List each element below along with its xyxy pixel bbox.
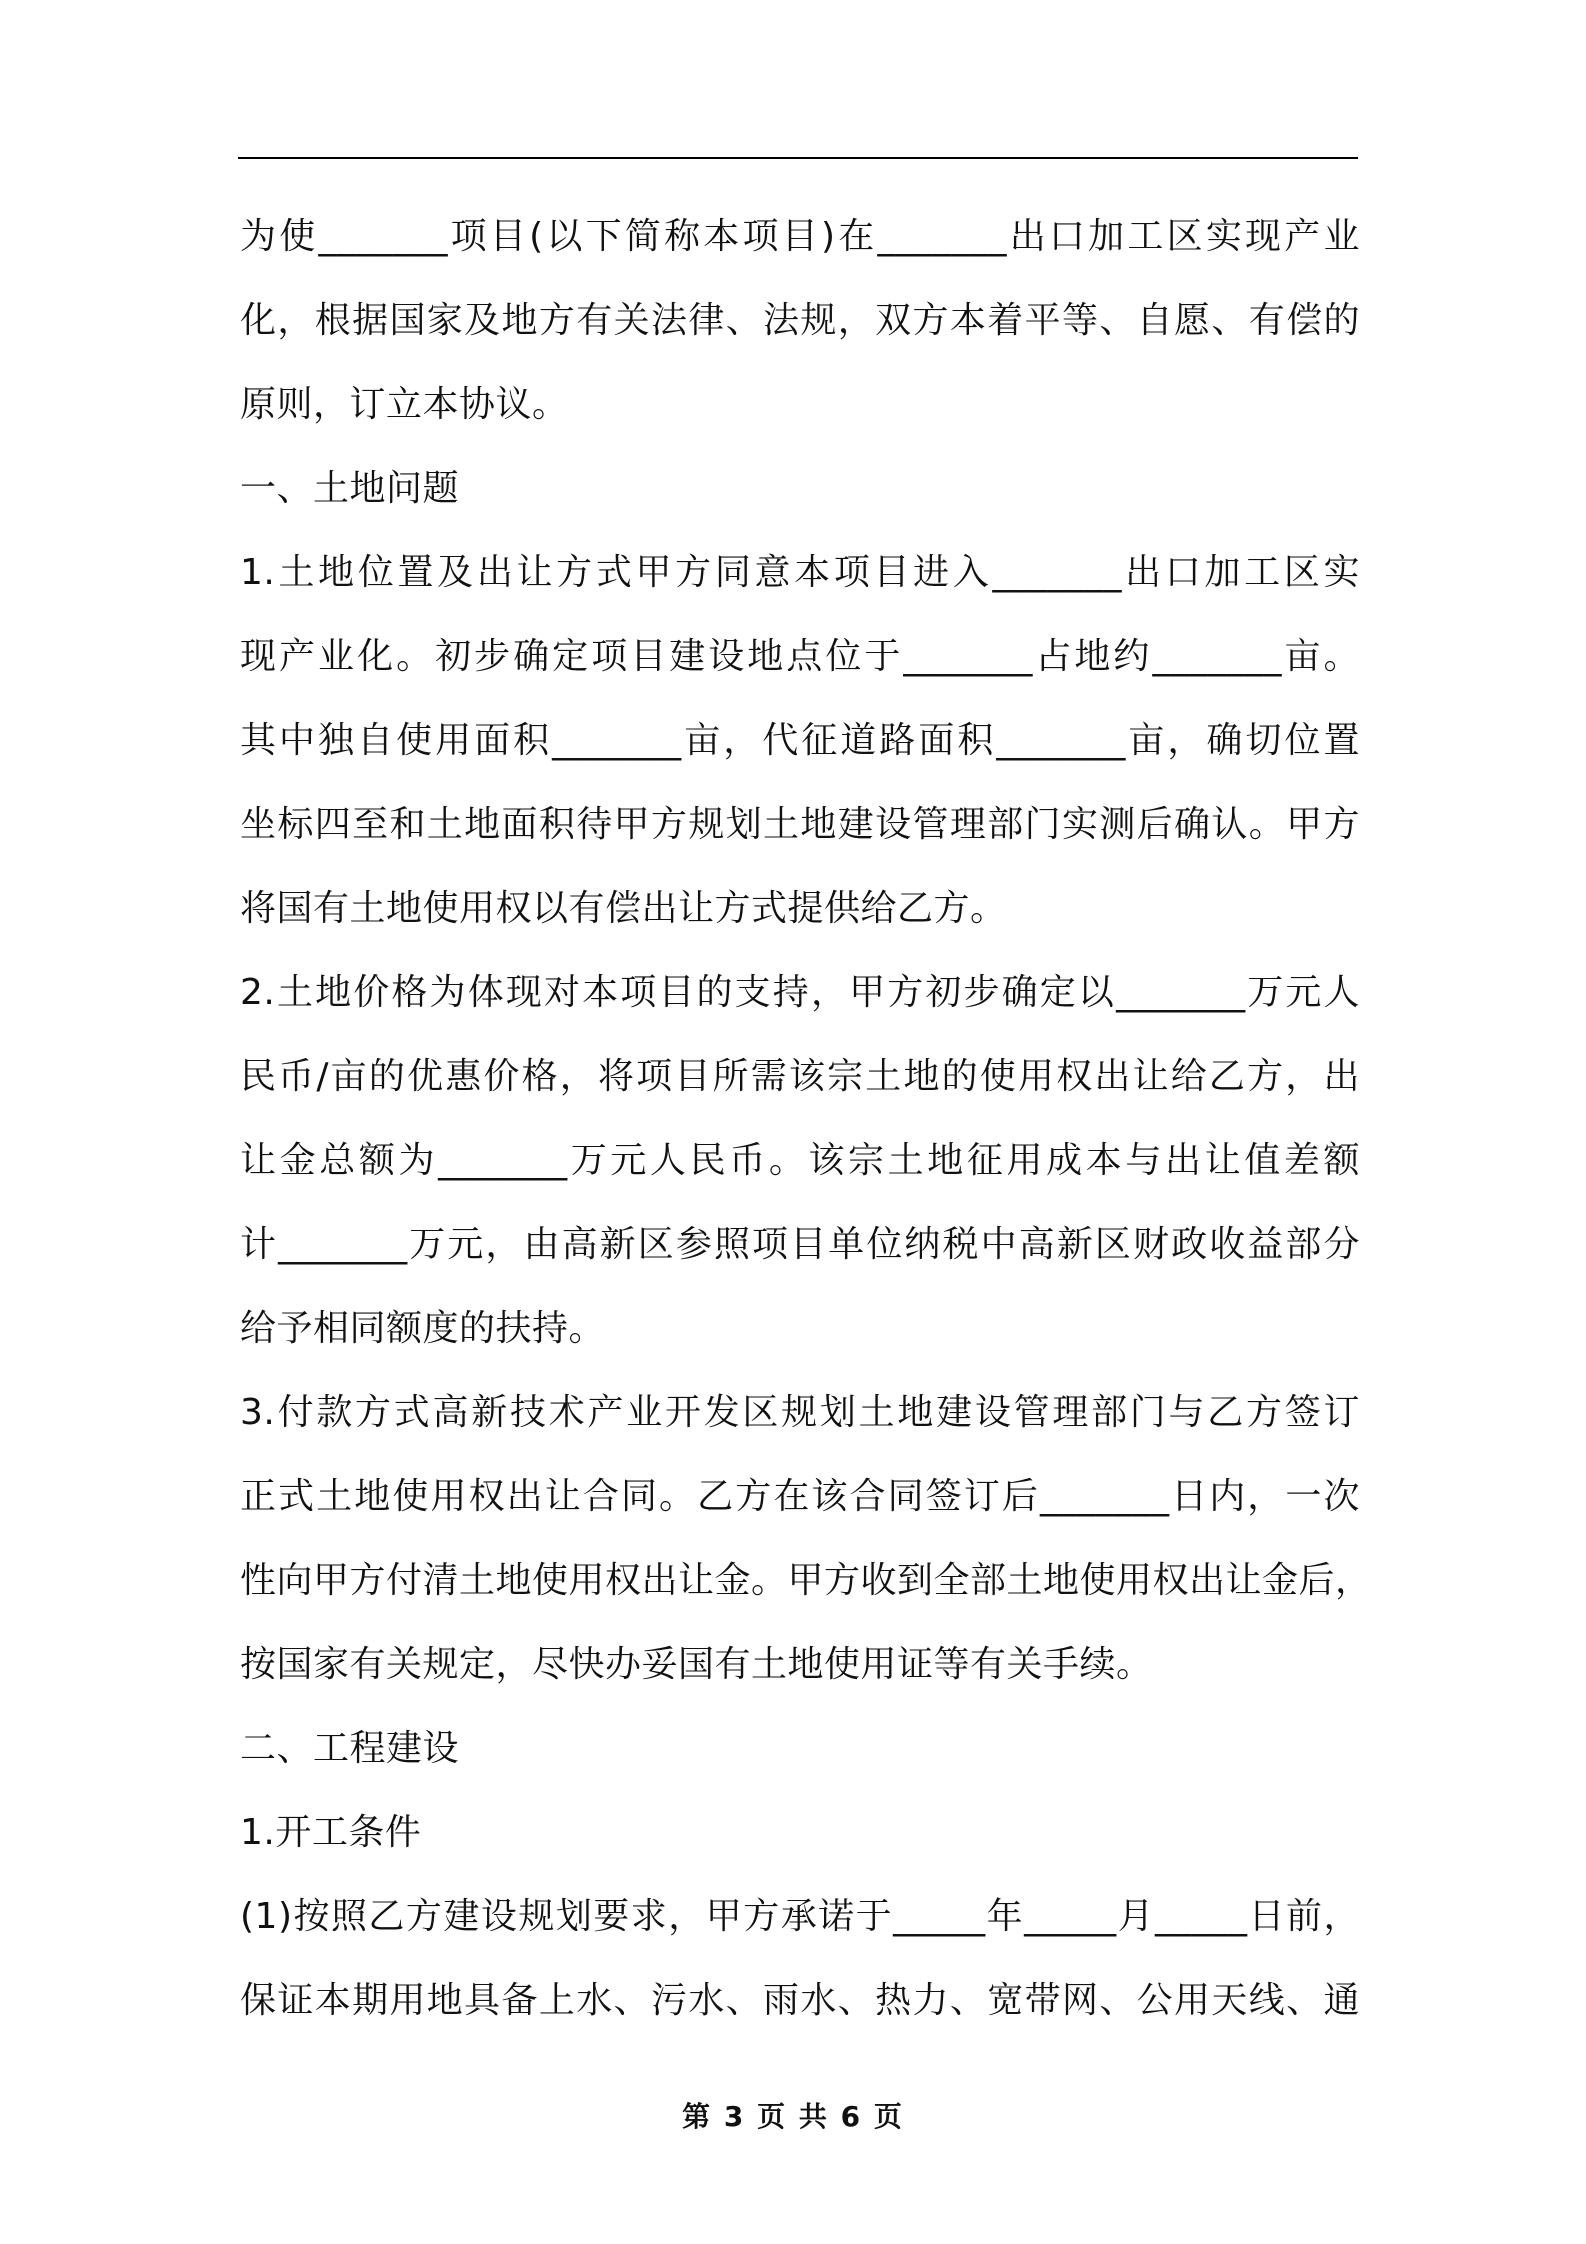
paragraph-line: 为使_______项目(以下简称本项目)在_______出口加工区实现产业 [240, 216, 1360, 257]
paragraph-line: 民币/亩的优惠价格，将项目所需该宗土地的使用权出让给乙方，出 [240, 1056, 1360, 1097]
paragraph-line: (1)按照乙方建设规划要求，甲方承诺于_____年_____月_____日前， [240, 1896, 1360, 1937]
section-heading: 二、工程建设 [240, 1728, 460, 1769]
paragraph-line: 让金总额为_______万元人民币。该宗土地征用成本与出让值差额 [240, 1140, 1360, 1181]
subsection-heading: 1.开工条件 [240, 1812, 422, 1853]
paragraph-line: 现产业化。初步确定项目建设地点位于_______占地约_______亩。 [240, 636, 1360, 677]
section-heading: 一、土地问题 [240, 468, 460, 509]
paragraph-line: 按国家有关规定，尽快办妥国有土地使用证等有关手续。 [240, 1644, 1153, 1685]
document-body [240, 195, 1372, 2043]
paragraph-line: 1.土地位置及出让方式甲方同意本项目进入_______出口加工区实 [240, 552, 1360, 593]
paragraph-line: 将国有土地使用权以有偿出让方式提供给乙方。 [240, 888, 1007, 929]
header-rule [238, 157, 1358, 159]
paragraph-line: 保证本期用地具备上水、污水、雨水、热力、宽带网、公用天线、通 [240, 1980, 1360, 2021]
paragraph-line: 坐标四至和土地面积待甲方规划土地建设管理部门实测后确认。甲方 [240, 804, 1360, 845]
paragraph-line: 原则，订立本协议。 [240, 384, 569, 425]
paragraph-line: 2.土地价格为体现对本项目的支持，甲方初步确定以_______万元人 [240, 972, 1360, 1013]
paragraph-line: 性向甲方付清土地使用权出让金。甲方收到全部土地使用权出让金后， [240, 1560, 1372, 1601]
paragraph-line: 化，根据国家及地方有关法律、法规，双方本着平等、自愿、有偿的 [240, 300, 1360, 341]
paragraph-line: 给予相同额度的扶持。 [240, 1308, 606, 1349]
paragraph-line: 3.付款方式高新技术产业开发区规划土地建设管理部门与乙方签订 [240, 1392, 1360, 1433]
paragraph-line: 其中独自使用面积_______亩，代征道路面积_______亩，确切位置 [240, 720, 1360, 761]
page-number-footer: 第 3 页 共 6 页 [682, 2100, 904, 2133]
paragraph-line: 正式土地使用权出让合同。乙方在该合同签订后_______日内，一次 [240, 1476, 1360, 1517]
paragraph-line: 计_______万元，由高新区参照项目单位纳税中高新区财政收益部分 [240, 1224, 1360, 1265]
